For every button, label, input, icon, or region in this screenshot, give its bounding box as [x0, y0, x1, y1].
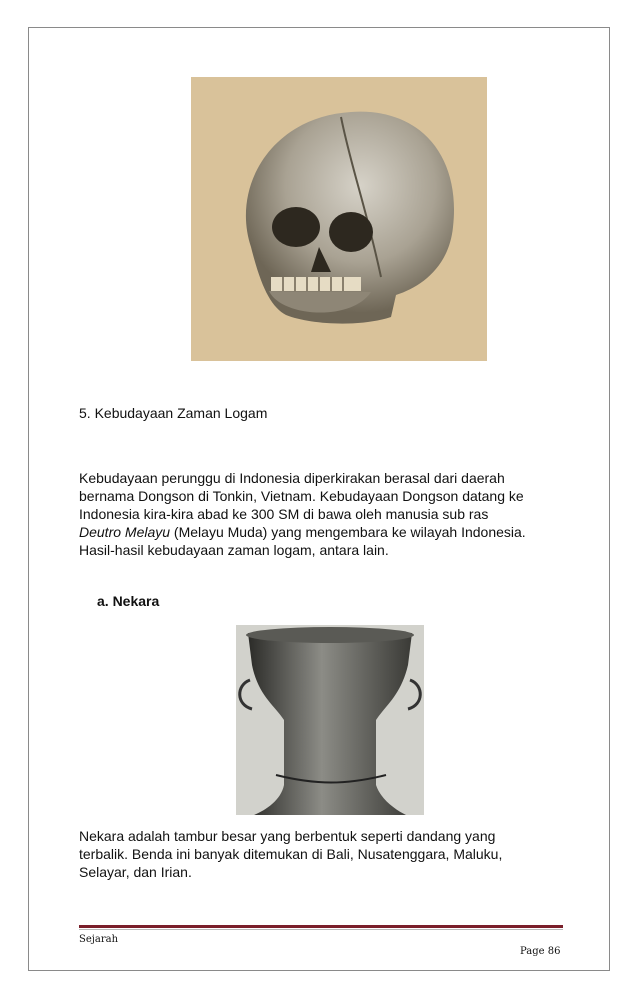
- paragraph-line-rest: (Melayu Muda) yang mengembara ke wilayah Indonesia.: [170, 524, 526, 540]
- paragraph-line: [79, 523, 569, 541]
- paragraph-line: bernama Dongson di Tonkin, Vietnam. Kebudayaan Dongson datang ke: [79, 488, 524, 504]
- italic-term: Deutro Melayu: [79, 524, 171, 540]
- footer-rule-thin: [79, 929, 563, 930]
- paragraph-line: Kebudayaan perunggu di Indonesia diperkirakan berasal dari daerah: [79, 470, 505, 486]
- page-number: Page 86: [520, 946, 561, 957]
- paragraph-line: Nekara adalah tambur besar yang berbentuk seperti dandang yang: [79, 828, 496, 844]
- section-paragraph: [79, 469, 569, 559]
- skull-photo: [191, 77, 487, 361]
- paragraph-line: Indonesia kira-kira abad ke 300 SM di bawa oleh manusia sub ras: [79, 506, 489, 522]
- section-heading: 5. Kebudayaan Zaman Logam: [79, 405, 268, 421]
- subsection-heading: a. Nekara: [97, 593, 160, 609]
- paragraph-line: Selayar, dan Irian.: [79, 864, 192, 880]
- footer-rule: [79, 925, 563, 928]
- footer-subject: Sejarah: [79, 934, 119, 945]
- paragraph-line: terbalik. Benda ini banyak ditemukan di Bali, Nusatenggara, Maluku,: [79, 846, 503, 862]
- paragraph-line: Hasil-hasil kebudayaan zaman logam, antara lain.: [79, 542, 389, 558]
- nekara-photo: [236, 625, 424, 815]
- subsection-paragraph: [79, 827, 569, 881]
